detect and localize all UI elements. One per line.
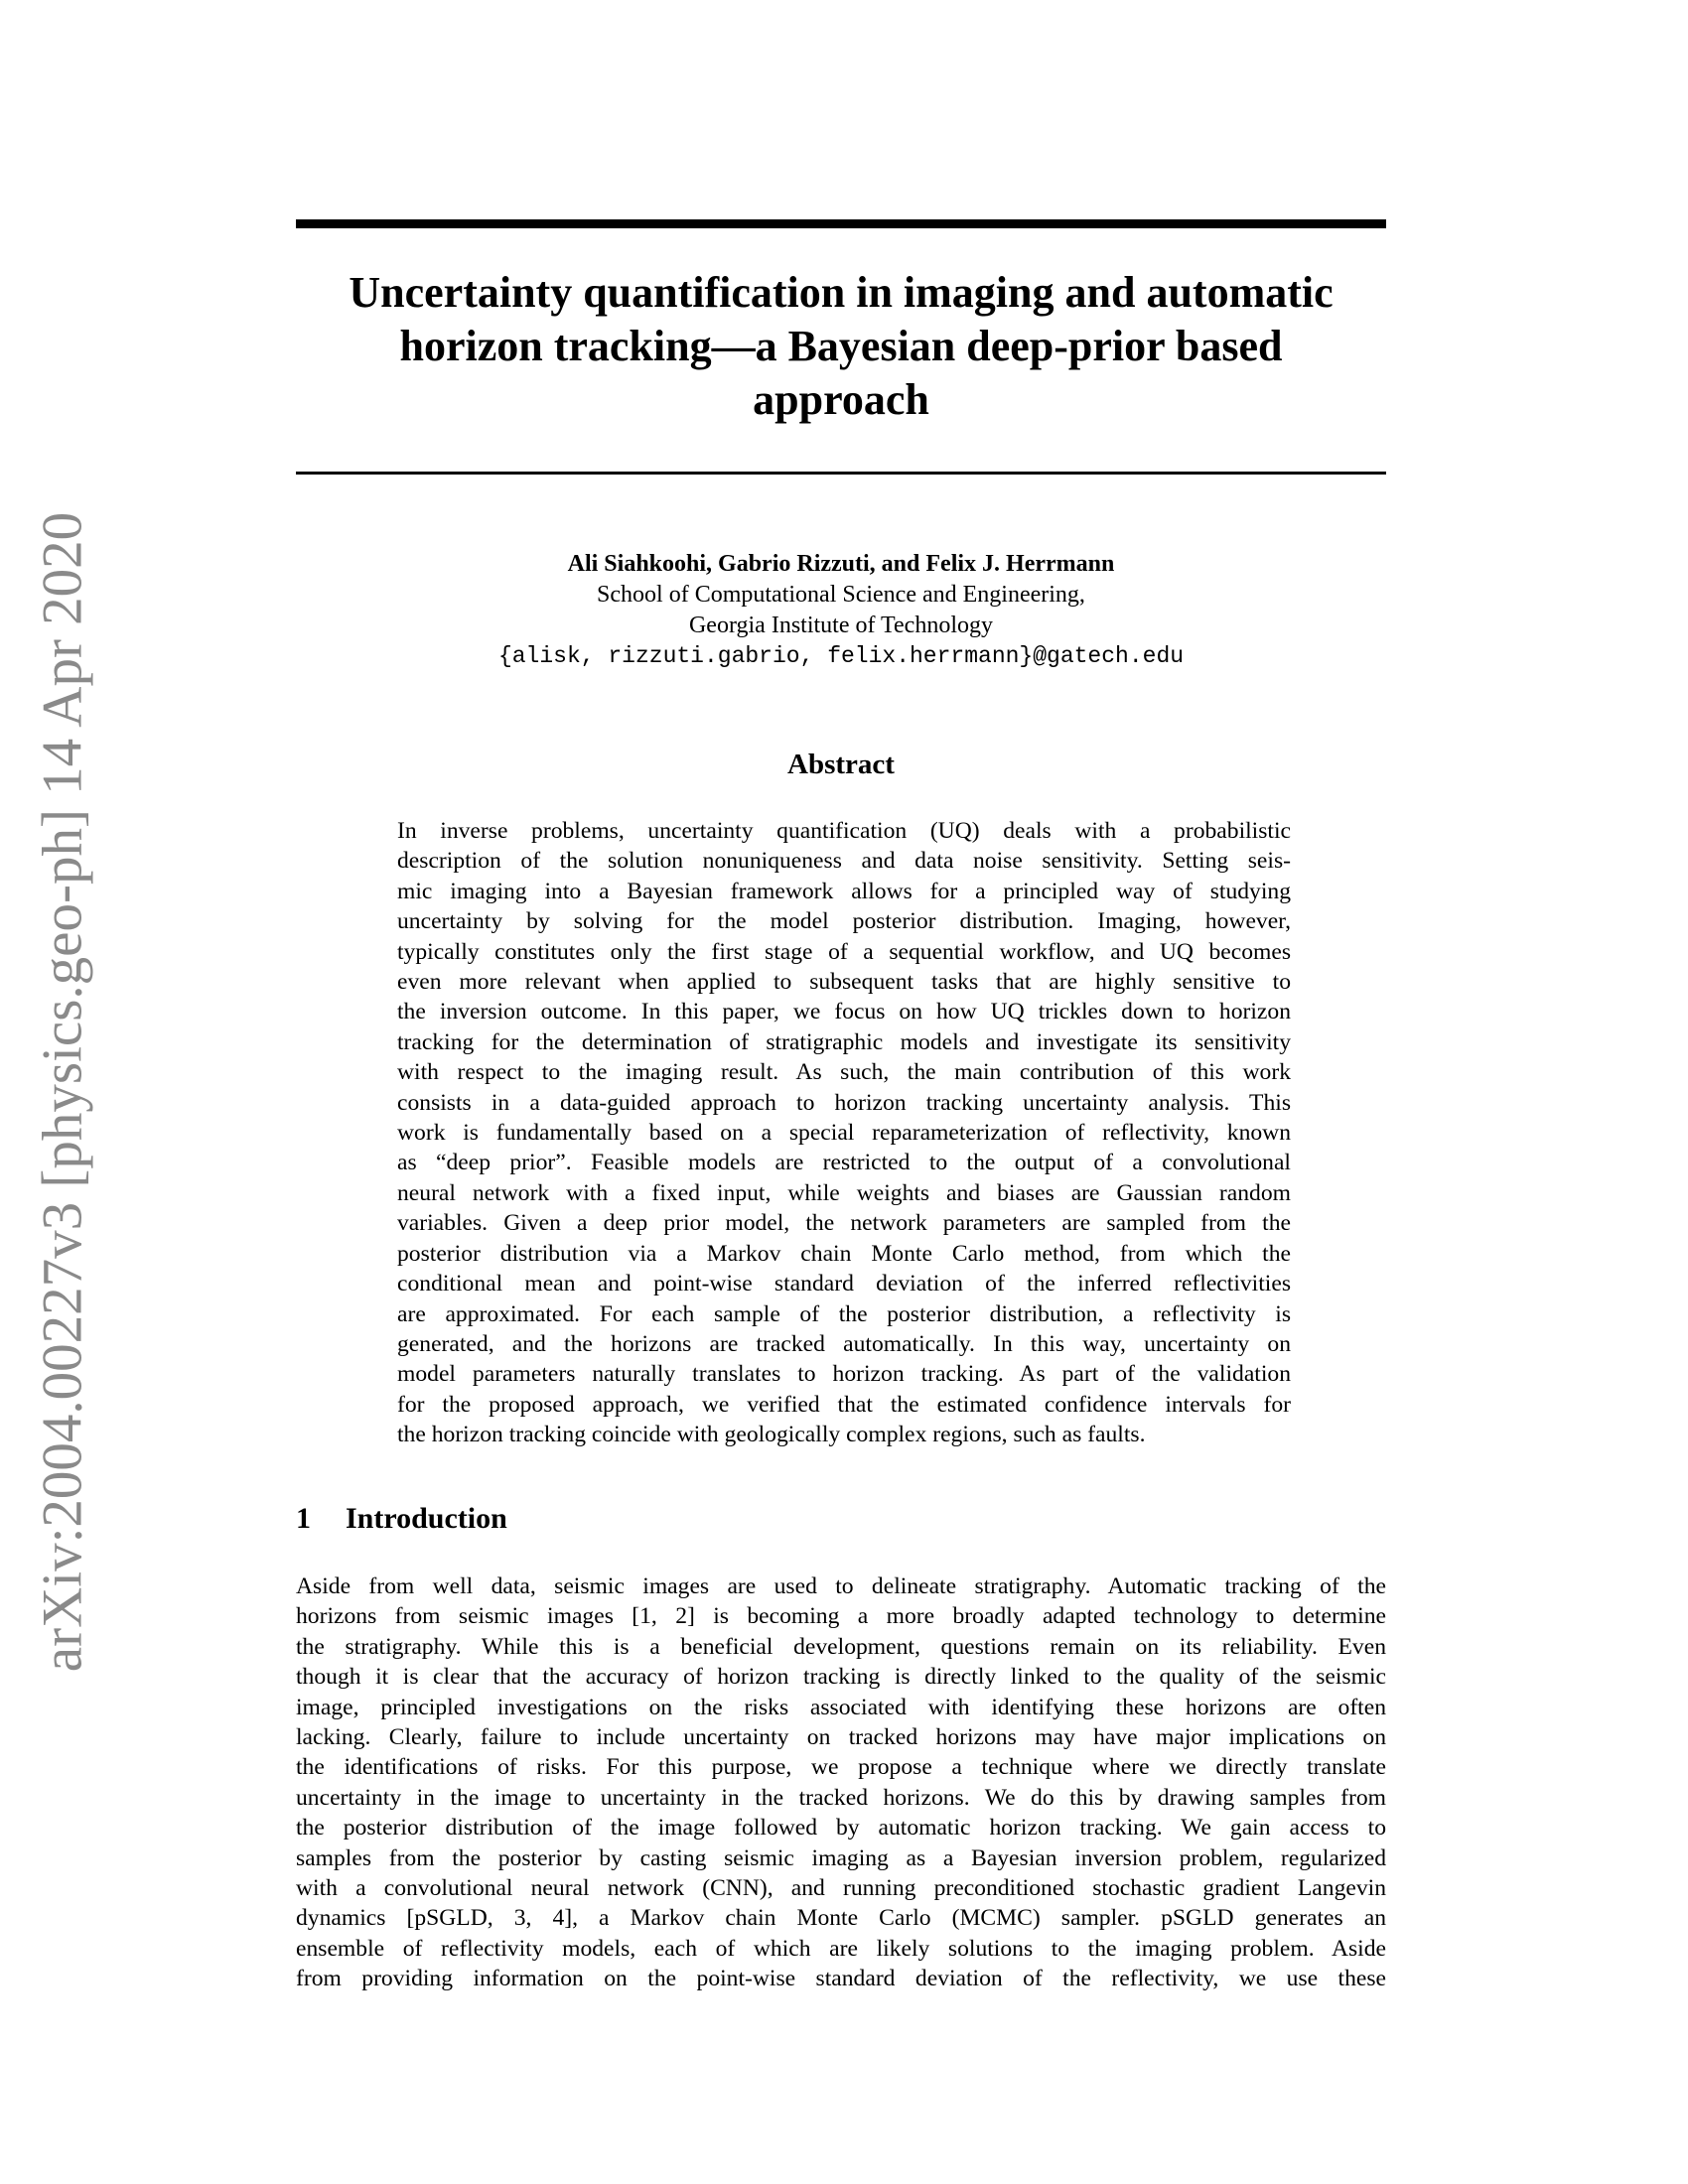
text-line: from providing information on the point-wise standard deviation of the reflectivity, we use these xyxy=(296,1966,1386,1992)
section-title: Introduction xyxy=(346,1502,507,1535)
text-line: are approximated. For each sample of the posterior distribution, a reflectivity is xyxy=(397,1300,1291,1327)
text-line: consists in a data-guided approach to horizon tracking uncertainty analysis. This xyxy=(397,1089,1291,1116)
text-line: In inverse problems, uncertainty quantification (UQ) deals with a probabilistic xyxy=(397,818,1291,844)
text-line: mic imaging into a Bayesian framework allows for a principled way of studying xyxy=(397,878,1291,904)
text-line: as “deep prior”. Feasible models are restricted to the output of a convolutional xyxy=(397,1150,1291,1176)
author-emails: {alisk, rizzuti.gabrio, felix.herrmann}@gatech.edu xyxy=(497,643,1185,669)
text-line: generated, and the horizons are tracked automatically. In this way, uncertainty on xyxy=(397,1330,1291,1357)
title-bottom-rule xyxy=(296,472,1386,475)
section-heading-introduction xyxy=(296,1501,507,1537)
text-line: with respect to the imaging result. As such, the main contribution of this work xyxy=(397,1059,1291,1086)
text-line: the horizon tracking coincide with geologically complex regions, such as faults. xyxy=(397,1422,1146,1448)
text-line: the posterior distribution of the image followed by automatic horizon tracking. We gain access to xyxy=(296,1815,1386,1842)
text-line: the inversion outcome. In this paper, we focus on how UQ trickles down to horizon xyxy=(397,999,1291,1025)
introduction-text xyxy=(296,1571,1386,1994)
title-top-rule xyxy=(296,219,1386,228)
text-line: neural network with a fixed input, while weights and biases are Gaussian random xyxy=(397,1179,1291,1206)
text-line: posterior distribution via a Markov chain Monte Carlo method, from which the xyxy=(397,1240,1291,1267)
author-block xyxy=(296,549,1386,672)
text-line: dynamics [pSGLD, 3, 4], a Markov chain Monte Carlo (MCMC) sampler. pSGLD generates an xyxy=(296,1905,1386,1932)
text-line: ensemble of reflectivity models, each of which are likely solutions to the imaging problem. Aside xyxy=(296,1935,1386,1962)
text-line: tracking for the determination of stratigraphic models and investigate its sensitivity xyxy=(397,1028,1291,1055)
text-line: conditional mean and point-wise standard deviation of the inferred reflectivities xyxy=(397,1271,1291,1297)
arxiv-identifier-stamp: arXiv:2004.00227v3 [physics.geo-ph] 14 Apr 2020 xyxy=(31,511,94,1673)
text-line: uncertainty in the image to uncertainty in the tracked horizons. We do this by drawing samples from xyxy=(296,1784,1386,1811)
text-line: Aside from well data, seismic images are used to delineate stratigraphy. Automatic tracking of the xyxy=(296,1573,1386,1599)
title-line: approach xyxy=(753,375,929,424)
affiliation-institute: Georgia Institute of Technology xyxy=(688,613,994,638)
author-names: Ali Siahkoohi, Gabrio Rizzuti, and Felix J. Herrmann xyxy=(567,551,1115,577)
text-line: variables. Given a deep prior model, the network parameters are sampled from the xyxy=(397,1210,1291,1237)
text-line: even more relevant when applied to subsequent tasks that are highly sensitive to xyxy=(397,969,1291,996)
text-line: for the proposed approach, we verified that the estimated confidence intervals for xyxy=(397,1391,1291,1418)
text-line: horizons from seismic images [1, 2] is becoming a more broadly adapted technology to determine xyxy=(296,1603,1386,1630)
abstract-text xyxy=(397,816,1291,1450)
text-line: uncertainty by solving for the model posterior distribution. Imaging, however, xyxy=(397,908,1291,935)
text-line: work is fundamentally based on a special reparameterization of reflectivity, known xyxy=(397,1120,1291,1147)
text-line: the stratigraphy. While this is a beneficial development, questions remain on its reliability. Even xyxy=(296,1633,1386,1660)
text-line: image, principled investigations on the risks associated with identifying these horizons are often xyxy=(296,1694,1386,1720)
title-line: Uncertainty quantification in imaging and automatic xyxy=(349,268,1334,317)
section-number: 1 xyxy=(296,1502,311,1535)
text-line: the identifications of risks. For this purpose, we propose a technique where we directly translate xyxy=(296,1754,1386,1781)
text-line: samples from the posterior by casting seismic imaging as a Bayesian inversion problem, regularized xyxy=(296,1844,1386,1871)
paper-title xyxy=(296,266,1386,427)
abstract-heading: Abstract xyxy=(787,749,895,780)
text-line: description of the solution nonuniqueness and data noise sensitivity. Setting seis- xyxy=(397,848,1291,875)
text-line: model parameters naturally translates to horizon tracking. As part of the validation xyxy=(397,1361,1291,1388)
text-line: typically constitutes only the first stage of a sequential workflow, and UQ becomes xyxy=(397,938,1291,965)
text-line: with a convolutional neural network (CNN), and running preconditioned stochastic gradient Langevin xyxy=(296,1875,1386,1902)
title-line: horizon tracking—a Bayesian deep-prior based xyxy=(399,322,1283,370)
affiliation-school: School of Computational Science and Engineering, xyxy=(597,582,1085,608)
text-line: lacking. Clearly, failure to include uncertainty on tracked horizons may have major implications on xyxy=(296,1724,1386,1751)
text-line: though it is clear that the accuracy of horizon tracking is directly linked to the quality of the seismic xyxy=(296,1664,1386,1691)
